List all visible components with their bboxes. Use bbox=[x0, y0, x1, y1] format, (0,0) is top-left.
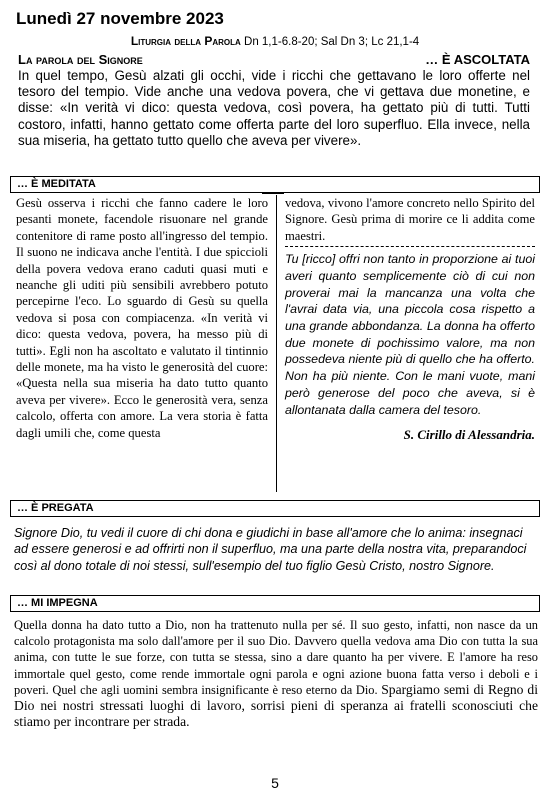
prayer-text: Signore Dio, tu vedi il cuore di chi dona e giudichi in base all'amore che lo anima: insegnaci ad essere generosi e ad offrirti non il superfluo, ma una parte della nostra vita, preparandoci così al dono totale di noi stessi, sull'esempio del tuo figlio Gesù Cristo, nostro Signore. bbox=[14, 526, 527, 573]
meditation-right-column bbox=[285, 195, 535, 444]
column-divider bbox=[276, 195, 277, 492]
commitment-exhortation: Spargiamo semi di Regno di Dio nei nostri stressati luoghi di lavoro, sorrisi pieni di speranza ai fratelli sconosciuti che stiamo per incontrare per strada. bbox=[14, 681, 538, 730]
pregata-heading: … È PREGATA bbox=[10, 500, 540, 517]
meditata-heading: … È MEDITATA bbox=[10, 176, 540, 193]
meditation-left-column: Gesù osserva i ricchi che fanno cadere le loro pesanti monete, facendole risuonare nel grande contenitore di rame posto all'ingresso del tempio. Il suono ne indicava anche l'entità. I due spiccioli della povera vedova erano caduti quasi muti e neanche gli uditi più sensibili avrebbero potuto percepirne l'eco. Lo sguardo di Gesù su quella vedova si posa con compiacenza. «In verità vi dico: questa vedova, povera, ha messo più di tutti». Egli non ha ascoltato e valutato il tintinnio delle monete, ma ha visto le generosità del cuore: «Questa nella sua miseria ha dato tutto quanto aveva per vivere». Ecco le generosità vera, senza calcolo, offerta con amore. La vera storia è fatta dagli umili che, come questa bbox=[16, 196, 268, 440]
liturgy-refs: Dn 1,1-6.8-20; Sal Dn 3; Lc 21,1-4 bbox=[244, 36, 420, 48]
date-heading: Lunedì 27 novembre 2023 bbox=[16, 9, 224, 28]
parola-header bbox=[18, 52, 530, 67]
meditation-continuation: vedova, vivono l'amore concreto nello Spirito del Signore. Gesù prima di morire ce li addita come maestri. bbox=[285, 196, 535, 243]
commitment-body: Quella donna ha dato tutto a Dio, non ha trattenuto nulla per sé. Il suo gesto, infatti, non nasce da un calcolo protagonista ma solo dall'amore per il suo Dio. Davvero quella vedova ama Dio con tutta la sua anima, con tutte le sue forze, con tutta se stessa, sino a dare quanto ha per vivere. E l'amore ha reso immortale quel gesto, come rende immortale ogni parola e ogni azione buona fatta verso i deboli e i poveri. Quel che agli uomini sembra insignificante è reso eterno da Dio. bbox=[14, 618, 538, 697]
dashed-separator bbox=[285, 246, 535, 247]
liturgy-line bbox=[0, 34, 550, 48]
gospel-text: In quel tempo, Gesù alzati gli occhi, vide i ricchi che gettavano le loro offerte nel tesoro del tempio. Vide anche una vedova povera, che vi gettava due monetine, e disse: «In verità vi dico: questa vedova, così povera, ha gettato più di tutti. Tutti costoro, infatti, hanno gettato come offerta parte del loro superfluo. Ella invece, nella sua miseria, ha gettato tutto quello che aveva per vivere». bbox=[18, 68, 530, 148]
column-top-rule bbox=[262, 193, 284, 194]
patristic-quote: Tu [ricco] offri non tanto in proporzione ai tuoi averi quanto semplicemente ciò di cui non proverai mai la mancanza una volta che l'avrai data via, una piccola cosa rispetto a una grande abbondanza. La donna ha offerto due monete di pochissimo valore, ma non possedeva niente più di quello che ha offerto. Non ha più niente. Con le mani vuote, mani però generose del poco che aveva, si è allontanata dalla camera del tesoro. bbox=[285, 252, 535, 417]
commitment-text bbox=[14, 617, 538, 730]
page-number: 5 bbox=[271, 775, 279, 791]
ascoltata-label: … È ASCOLTATA bbox=[425, 52, 530, 67]
liturgy-label: Liturgia della Parola bbox=[130, 34, 241, 48]
parola-title: La parola del Signore bbox=[18, 52, 143, 67]
impegna-heading: … MI IMPEGNA bbox=[10, 595, 540, 612]
quote-author: S. Cirillo di Alessandria. bbox=[403, 427, 535, 443]
